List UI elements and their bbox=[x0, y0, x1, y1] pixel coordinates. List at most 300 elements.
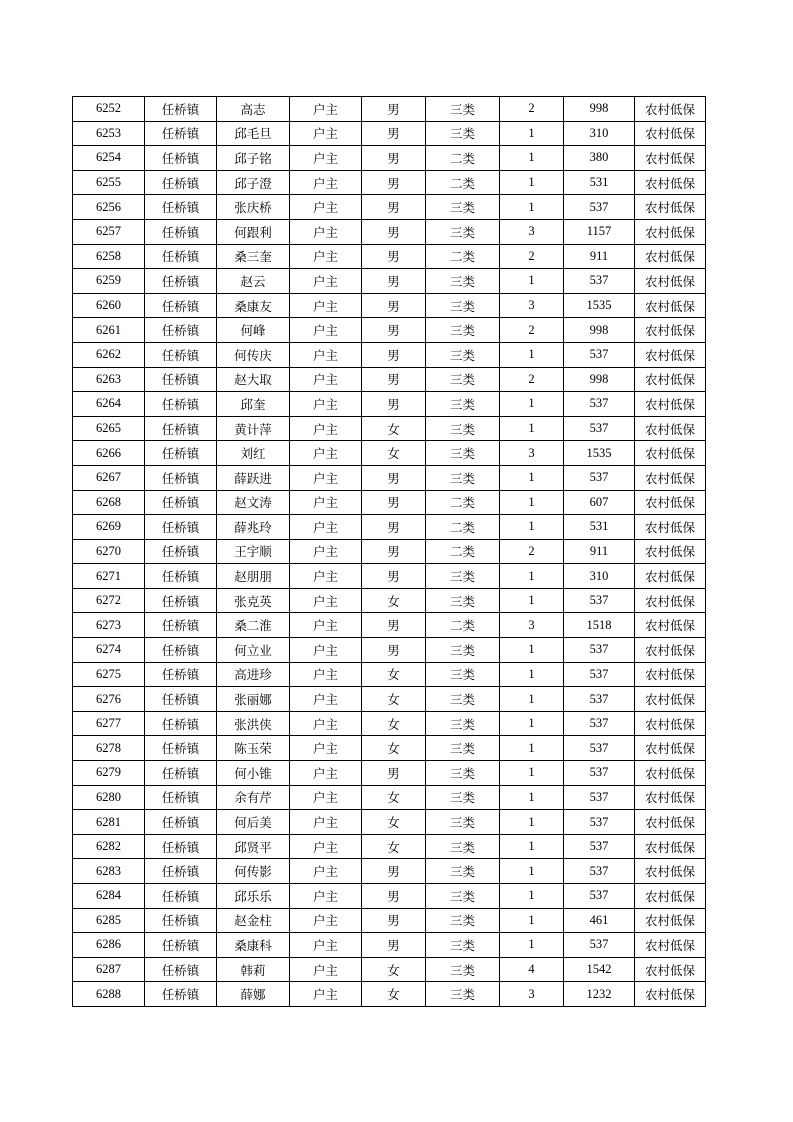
assistance-type-cell: 农村低保 bbox=[635, 195, 706, 220]
category-cell: 三类 bbox=[426, 367, 500, 392]
amount-cell: 310 bbox=[564, 564, 635, 589]
name-cell: 陈玉荣 bbox=[217, 736, 290, 761]
amount-cell: 1232 bbox=[564, 982, 635, 1007]
table-row bbox=[73, 293, 706, 318]
row-number-cell: 6263 bbox=[73, 367, 145, 392]
row-number-cell: 6258 bbox=[73, 244, 145, 269]
assistance-type-cell: 农村低保 bbox=[635, 121, 706, 146]
assistance-type-cell: 农村低保 bbox=[635, 146, 706, 171]
row-number-cell: 6287 bbox=[73, 957, 145, 982]
assistance-type-cell: 农村低保 bbox=[635, 293, 706, 318]
assistance-type-cell: 农村低保 bbox=[635, 957, 706, 982]
amount-cell: 531 bbox=[564, 170, 635, 195]
amount-cell: 531 bbox=[564, 515, 635, 540]
town-cell: 任桥镇 bbox=[145, 293, 217, 318]
row-number-cell: 6259 bbox=[73, 269, 145, 294]
assistance-type-cell: 农村低保 bbox=[635, 933, 706, 958]
gender-cell: 女 bbox=[362, 711, 426, 736]
gender-cell: 女 bbox=[362, 982, 426, 1007]
relation-cell: 户主 bbox=[290, 982, 362, 1007]
relation-cell: 户主 bbox=[290, 490, 362, 515]
household-size-cell: 3 bbox=[500, 441, 564, 466]
name-cell: 何后美 bbox=[217, 810, 290, 835]
name-cell: 邱子铭 bbox=[217, 146, 290, 171]
amount-cell: 380 bbox=[564, 146, 635, 171]
table-row bbox=[73, 859, 706, 884]
amount-cell: 537 bbox=[564, 638, 635, 663]
category-cell: 三类 bbox=[426, 859, 500, 884]
relation-cell: 户主 bbox=[290, 711, 362, 736]
town-cell: 任桥镇 bbox=[145, 97, 217, 122]
category-cell: 三类 bbox=[426, 711, 500, 736]
gender-cell: 男 bbox=[362, 490, 426, 515]
town-cell: 任桥镇 bbox=[145, 539, 217, 564]
name-cell: 薛跃进 bbox=[217, 465, 290, 490]
household-size-cell: 1 bbox=[500, 736, 564, 761]
row-number-cell: 6272 bbox=[73, 588, 145, 613]
name-cell: 高进珍 bbox=[217, 662, 290, 687]
name-cell: 赵大取 bbox=[217, 367, 290, 392]
town-cell: 任桥镇 bbox=[145, 269, 217, 294]
amount-cell: 1542 bbox=[564, 957, 635, 982]
row-number-cell: 6269 bbox=[73, 515, 145, 540]
relation-cell: 户主 bbox=[290, 810, 362, 835]
amount-cell: 537 bbox=[564, 785, 635, 810]
household-size-cell: 2 bbox=[500, 367, 564, 392]
town-cell: 任桥镇 bbox=[145, 342, 217, 367]
assistance-type-cell: 农村低保 bbox=[635, 342, 706, 367]
table-row bbox=[73, 908, 706, 933]
town-cell: 任桥镇 bbox=[145, 121, 217, 146]
category-cell: 三类 bbox=[426, 982, 500, 1007]
household-table bbox=[72, 96, 706, 1007]
household-size-cell: 1 bbox=[500, 884, 564, 909]
gender-cell: 男 bbox=[362, 170, 426, 195]
relation-cell: 户主 bbox=[290, 638, 362, 663]
household-size-cell: 1 bbox=[500, 515, 564, 540]
household-size-cell: 1 bbox=[500, 146, 564, 171]
table-row bbox=[73, 269, 706, 294]
relation-cell: 户主 bbox=[290, 441, 362, 466]
relation-cell: 户主 bbox=[290, 761, 362, 786]
name-cell: 何传庆 bbox=[217, 342, 290, 367]
town-cell: 任桥镇 bbox=[145, 392, 217, 417]
household-size-cell: 1 bbox=[500, 933, 564, 958]
row-number-cell: 6288 bbox=[73, 982, 145, 1007]
row-number-cell: 6271 bbox=[73, 564, 145, 589]
row-number-cell: 6273 bbox=[73, 613, 145, 638]
town-cell: 任桥镇 bbox=[145, 564, 217, 589]
relation-cell: 户主 bbox=[290, 269, 362, 294]
town-cell: 任桥镇 bbox=[145, 957, 217, 982]
table-row bbox=[73, 219, 706, 244]
relation-cell: 户主 bbox=[290, 416, 362, 441]
relation-cell: 户主 bbox=[290, 859, 362, 884]
table-row bbox=[73, 146, 706, 171]
name-cell: 何峰 bbox=[217, 318, 290, 343]
gender-cell: 女 bbox=[362, 736, 426, 761]
household-size-cell: 1 bbox=[500, 662, 564, 687]
row-number-cell: 6266 bbox=[73, 441, 145, 466]
town-cell: 任桥镇 bbox=[145, 687, 217, 712]
category-cell: 三类 bbox=[426, 195, 500, 220]
row-number-cell: 6260 bbox=[73, 293, 145, 318]
town-cell: 任桥镇 bbox=[145, 588, 217, 613]
table-row bbox=[73, 539, 706, 564]
town-cell: 任桥镇 bbox=[145, 859, 217, 884]
household-size-cell: 3 bbox=[500, 982, 564, 1007]
row-number-cell: 6276 bbox=[73, 687, 145, 712]
category-cell: 二类 bbox=[426, 170, 500, 195]
row-number-cell: 6255 bbox=[73, 170, 145, 195]
relation-cell: 户主 bbox=[290, 342, 362, 367]
gender-cell: 男 bbox=[362, 342, 426, 367]
category-cell: 二类 bbox=[426, 146, 500, 171]
town-cell: 任桥镇 bbox=[145, 367, 217, 392]
household-size-cell: 1 bbox=[500, 564, 564, 589]
relation-cell: 户主 bbox=[290, 293, 362, 318]
gender-cell: 男 bbox=[362, 761, 426, 786]
relation-cell: 户主 bbox=[290, 736, 362, 761]
table-row bbox=[73, 121, 706, 146]
name-cell: 邱子澄 bbox=[217, 170, 290, 195]
gender-cell: 男 bbox=[362, 318, 426, 343]
gender-cell: 男 bbox=[362, 638, 426, 663]
category-cell: 二类 bbox=[426, 539, 500, 564]
household-size-cell: 1 bbox=[500, 170, 564, 195]
table-row bbox=[73, 195, 706, 220]
gender-cell: 女 bbox=[362, 810, 426, 835]
amount-cell: 998 bbox=[564, 97, 635, 122]
row-number-cell: 6280 bbox=[73, 785, 145, 810]
amount-cell: 537 bbox=[564, 588, 635, 613]
gender-cell: 男 bbox=[362, 97, 426, 122]
amount-cell: 537 bbox=[564, 342, 635, 367]
category-cell: 三类 bbox=[426, 392, 500, 417]
household-size-cell: 1 bbox=[500, 785, 564, 810]
row-number-cell: 6264 bbox=[73, 392, 145, 417]
amount-cell: 537 bbox=[564, 465, 635, 490]
household-size-cell: 1 bbox=[500, 269, 564, 294]
household-size-cell: 1 bbox=[500, 121, 564, 146]
gender-cell: 男 bbox=[362, 121, 426, 146]
row-number-cell: 6262 bbox=[73, 342, 145, 367]
amount-cell: 998 bbox=[564, 367, 635, 392]
table-row bbox=[73, 342, 706, 367]
row-number-cell: 6285 bbox=[73, 908, 145, 933]
category-cell: 二类 bbox=[426, 515, 500, 540]
table-row bbox=[73, 933, 706, 958]
table-row bbox=[73, 810, 706, 835]
town-cell: 任桥镇 bbox=[145, 244, 217, 269]
table-row bbox=[73, 515, 706, 540]
row-number-cell: 6253 bbox=[73, 121, 145, 146]
town-cell: 任桥镇 bbox=[145, 219, 217, 244]
category-cell: 三类 bbox=[426, 219, 500, 244]
category-cell: 三类 bbox=[426, 761, 500, 786]
gender-cell: 男 bbox=[362, 908, 426, 933]
name-cell: 桑康科 bbox=[217, 933, 290, 958]
household-size-cell: 1 bbox=[500, 834, 564, 859]
table-row bbox=[73, 490, 706, 515]
assistance-type-cell: 农村低保 bbox=[635, 441, 706, 466]
row-number-cell: 6270 bbox=[73, 539, 145, 564]
relation-cell: 户主 bbox=[290, 588, 362, 613]
name-cell: 桑三奎 bbox=[217, 244, 290, 269]
name-cell: 黄计萍 bbox=[217, 416, 290, 441]
gender-cell: 女 bbox=[362, 441, 426, 466]
assistance-type-cell: 农村低保 bbox=[635, 97, 706, 122]
table-row bbox=[73, 662, 706, 687]
relation-cell: 户主 bbox=[290, 392, 362, 417]
amount-cell: 1518 bbox=[564, 613, 635, 638]
assistance-type-cell: 农村低保 bbox=[635, 810, 706, 835]
household-size-cell: 2 bbox=[500, 318, 564, 343]
relation-cell: 户主 bbox=[290, 613, 362, 638]
name-cell: 王宇顺 bbox=[217, 539, 290, 564]
amount-cell: 998 bbox=[564, 318, 635, 343]
category-cell: 三类 bbox=[426, 97, 500, 122]
amount-cell: 537 bbox=[564, 195, 635, 220]
household-size-cell: 1 bbox=[500, 687, 564, 712]
row-number-cell: 6283 bbox=[73, 859, 145, 884]
table-row bbox=[73, 416, 706, 441]
household-size-cell: 2 bbox=[500, 244, 564, 269]
name-cell: 邱乐乐 bbox=[217, 884, 290, 909]
row-number-cell: 6265 bbox=[73, 416, 145, 441]
name-cell: 赵云 bbox=[217, 269, 290, 294]
amount-cell: 1535 bbox=[564, 293, 635, 318]
table-row bbox=[73, 392, 706, 417]
assistance-type-cell: 农村低保 bbox=[635, 367, 706, 392]
amount-cell: 911 bbox=[564, 244, 635, 269]
name-cell: 韩莉 bbox=[217, 957, 290, 982]
household-size-cell: 1 bbox=[500, 342, 564, 367]
household-size-cell: 1 bbox=[500, 465, 564, 490]
town-cell: 任桥镇 bbox=[145, 761, 217, 786]
assistance-type-cell: 农村低保 bbox=[635, 785, 706, 810]
category-cell: 三类 bbox=[426, 293, 500, 318]
name-cell: 张庆桥 bbox=[217, 195, 290, 220]
amount-cell: 911 bbox=[564, 539, 635, 564]
category-cell: 二类 bbox=[426, 244, 500, 269]
name-cell: 赵朋朋 bbox=[217, 564, 290, 589]
assistance-type-cell: 农村低保 bbox=[635, 638, 706, 663]
assistance-type-cell: 农村低保 bbox=[635, 662, 706, 687]
amount-cell: 1535 bbox=[564, 441, 635, 466]
assistance-type-cell: 农村低保 bbox=[635, 318, 706, 343]
gender-cell: 男 bbox=[362, 195, 426, 220]
assistance-type-cell: 农村低保 bbox=[635, 416, 706, 441]
category-cell: 三类 bbox=[426, 834, 500, 859]
table-row bbox=[73, 884, 706, 909]
category-cell: 三类 bbox=[426, 884, 500, 909]
relation-cell: 户主 bbox=[290, 97, 362, 122]
relation-cell: 户主 bbox=[290, 244, 362, 269]
category-cell: 三类 bbox=[426, 318, 500, 343]
amount-cell: 537 bbox=[564, 761, 635, 786]
household-size-cell: 3 bbox=[500, 293, 564, 318]
table-row bbox=[73, 588, 706, 613]
assistance-type-cell: 农村低保 bbox=[635, 465, 706, 490]
amount-cell: 537 bbox=[564, 884, 635, 909]
relation-cell: 户主 bbox=[290, 785, 362, 810]
amount-cell: 537 bbox=[564, 859, 635, 884]
name-cell: 何小锥 bbox=[217, 761, 290, 786]
relation-cell: 户主 bbox=[290, 687, 362, 712]
household-size-cell: 2 bbox=[500, 539, 564, 564]
gender-cell: 男 bbox=[362, 146, 426, 171]
name-cell: 余有芹 bbox=[217, 785, 290, 810]
gender-cell: 男 bbox=[362, 367, 426, 392]
name-cell: 邱贤平 bbox=[217, 834, 290, 859]
category-cell: 三类 bbox=[426, 662, 500, 687]
town-cell: 任桥镇 bbox=[145, 810, 217, 835]
gender-cell: 男 bbox=[362, 613, 426, 638]
name-cell: 张克英 bbox=[217, 588, 290, 613]
name-cell: 张丽娜 bbox=[217, 687, 290, 712]
household-size-cell: 1 bbox=[500, 761, 564, 786]
assistance-type-cell: 农村低保 bbox=[635, 219, 706, 244]
row-number-cell: 6277 bbox=[73, 711, 145, 736]
town-cell: 任桥镇 bbox=[145, 515, 217, 540]
table-row bbox=[73, 736, 706, 761]
category-cell: 三类 bbox=[426, 465, 500, 490]
assistance-type-cell: 农村低保 bbox=[635, 834, 706, 859]
category-cell: 三类 bbox=[426, 908, 500, 933]
row-number-cell: 6256 bbox=[73, 195, 145, 220]
amount-cell: 537 bbox=[564, 711, 635, 736]
table-row bbox=[73, 170, 706, 195]
gender-cell: 女 bbox=[362, 785, 426, 810]
household-size-cell: 1 bbox=[500, 810, 564, 835]
assistance-type-cell: 农村低保 bbox=[635, 269, 706, 294]
category-cell: 三类 bbox=[426, 269, 500, 294]
table-row bbox=[73, 367, 706, 392]
relation-cell: 户主 bbox=[290, 219, 362, 244]
relation-cell: 户主 bbox=[290, 933, 362, 958]
category-cell: 三类 bbox=[426, 957, 500, 982]
assistance-type-cell: 农村低保 bbox=[635, 515, 706, 540]
relation-cell: 户主 bbox=[290, 367, 362, 392]
town-cell: 任桥镇 bbox=[145, 146, 217, 171]
town-cell: 任桥镇 bbox=[145, 908, 217, 933]
row-number-cell: 6286 bbox=[73, 933, 145, 958]
town-cell: 任桥镇 bbox=[145, 834, 217, 859]
relation-cell: 户主 bbox=[290, 146, 362, 171]
relation-cell: 户主 bbox=[290, 170, 362, 195]
name-cell: 桑二淮 bbox=[217, 613, 290, 638]
town-cell: 任桥镇 bbox=[145, 711, 217, 736]
town-cell: 任桥镇 bbox=[145, 982, 217, 1007]
relation-cell: 户主 bbox=[290, 318, 362, 343]
town-cell: 任桥镇 bbox=[145, 662, 217, 687]
assistance-type-cell: 农村低保 bbox=[635, 687, 706, 712]
gender-cell: 男 bbox=[362, 859, 426, 884]
town-cell: 任桥镇 bbox=[145, 170, 217, 195]
table-row bbox=[73, 982, 706, 1007]
table-row bbox=[73, 711, 706, 736]
name-cell: 何跟利 bbox=[217, 219, 290, 244]
category-cell: 三类 bbox=[426, 342, 500, 367]
assistance-type-cell: 农村低保 bbox=[635, 884, 706, 909]
relation-cell: 户主 bbox=[290, 564, 362, 589]
relation-cell: 户主 bbox=[290, 465, 362, 490]
category-cell: 二类 bbox=[426, 613, 500, 638]
town-cell: 任桥镇 bbox=[145, 195, 217, 220]
town-cell: 任桥镇 bbox=[145, 613, 217, 638]
name-cell: 高志 bbox=[217, 97, 290, 122]
town-cell: 任桥镇 bbox=[145, 490, 217, 515]
category-cell: 三类 bbox=[426, 588, 500, 613]
assistance-type-cell: 农村低保 bbox=[635, 170, 706, 195]
category-cell: 三类 bbox=[426, 638, 500, 663]
row-number-cell: 6274 bbox=[73, 638, 145, 663]
category-cell: 三类 bbox=[426, 785, 500, 810]
table-row bbox=[73, 441, 706, 466]
relation-cell: 户主 bbox=[290, 908, 362, 933]
town-cell: 任桥镇 bbox=[145, 933, 217, 958]
name-cell: 何传影 bbox=[217, 859, 290, 884]
category-cell: 三类 bbox=[426, 441, 500, 466]
name-cell: 刘红 bbox=[217, 441, 290, 466]
category-cell: 三类 bbox=[426, 810, 500, 835]
table-row bbox=[73, 97, 706, 122]
assistance-type-cell: 农村低保 bbox=[635, 761, 706, 786]
table-row bbox=[73, 318, 706, 343]
table-row bbox=[73, 687, 706, 712]
town-cell: 任桥镇 bbox=[145, 441, 217, 466]
relation-cell: 户主 bbox=[290, 957, 362, 982]
gender-cell: 女 bbox=[362, 662, 426, 687]
town-cell: 任桥镇 bbox=[145, 416, 217, 441]
assistance-type-cell: 农村低保 bbox=[635, 490, 706, 515]
gender-cell: 男 bbox=[362, 515, 426, 540]
table-row bbox=[73, 834, 706, 859]
amount-cell: 537 bbox=[564, 416, 635, 441]
table-row bbox=[73, 564, 706, 589]
household-size-cell: 1 bbox=[500, 638, 564, 663]
relation-cell: 户主 bbox=[290, 195, 362, 220]
relation-cell: 户主 bbox=[290, 539, 362, 564]
assistance-type-cell: 农村低保 bbox=[635, 908, 706, 933]
row-number-cell: 6279 bbox=[73, 761, 145, 786]
row-number-cell: 6257 bbox=[73, 219, 145, 244]
table-row bbox=[73, 957, 706, 982]
household-size-cell: 2 bbox=[500, 97, 564, 122]
gender-cell: 男 bbox=[362, 269, 426, 294]
relation-cell: 户主 bbox=[290, 121, 362, 146]
name-cell: 桑康友 bbox=[217, 293, 290, 318]
gender-cell: 女 bbox=[362, 957, 426, 982]
assistance-type-cell: 农村低保 bbox=[635, 982, 706, 1007]
name-cell: 张洪侠 bbox=[217, 711, 290, 736]
town-cell: 任桥镇 bbox=[145, 638, 217, 663]
category-cell: 三类 bbox=[426, 564, 500, 589]
relation-cell: 户主 bbox=[290, 515, 362, 540]
amount-cell: 537 bbox=[564, 269, 635, 294]
assistance-type-cell: 农村低保 bbox=[635, 711, 706, 736]
category-cell: 三类 bbox=[426, 416, 500, 441]
household-size-cell: 1 bbox=[500, 908, 564, 933]
amount-cell: 537 bbox=[564, 662, 635, 687]
category-cell: 三类 bbox=[426, 687, 500, 712]
row-number-cell: 6278 bbox=[73, 736, 145, 761]
name-cell: 何立业 bbox=[217, 638, 290, 663]
gender-cell: 男 bbox=[362, 933, 426, 958]
row-number-cell: 6252 bbox=[73, 97, 145, 122]
household-size-cell: 1 bbox=[500, 195, 564, 220]
